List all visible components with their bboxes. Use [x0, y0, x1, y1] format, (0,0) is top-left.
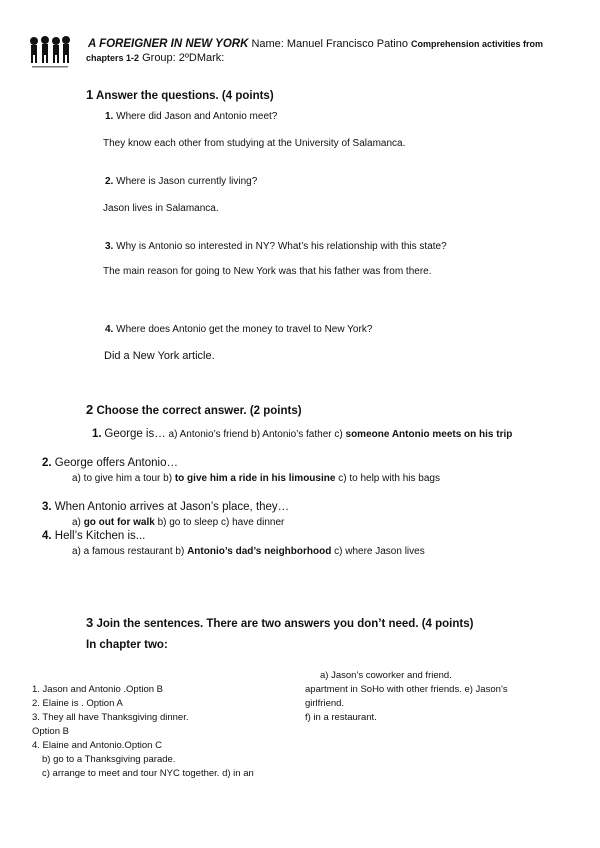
selected-answer: Antonio’s dad’s neighborhood: [187, 546, 332, 557]
choice-question-2-stem: 2. George offers Antonio…: [42, 457, 178, 469]
header-line-2: [86, 52, 224, 64]
answer-1: They know each other from studying at the University of Salamanca.: [103, 138, 406, 149]
match-left-line-2: 2. Elaine is . Option A: [32, 698, 123, 709]
choice-question-2-options: a) to give him a tour b) to give him a ride in his limousine c) to help with his bags: [72, 473, 440, 484]
section-1-heading: 1 Answer the questions. (4 points): [86, 87, 274, 102]
group-mark: Group: 2ºDMark:: [142, 52, 225, 64]
answer-4: Did a New York article.: [104, 350, 215, 362]
question-2: 2. Where is Jason currently living?: [105, 176, 258, 187]
choice-question-4-stem: 4. Hell’s Kitchen is...: [42, 530, 146, 542]
document-title: A FOREIGNER IN NEW YORK: [88, 38, 249, 50]
question-4: 4. Where does Antonio get the money to travel to New York?: [105, 324, 373, 335]
comprehension-label: Comprehension activities from: [411, 39, 544, 49]
choice-question-1: 1. George is… a) Antonio’s friend b) Antonio’s father c) someone Antonio meets on his trip: [92, 428, 513, 440]
choice-question-3-stem: 3. When Antonio arrives at Jason’s place, they…: [42, 501, 290, 513]
question-3: 3. Why is Antonio so interested in NY? What’s his relationship with this state?: [105, 241, 447, 252]
match-right-line-1: a) Jason’s coworker and friend.: [320, 670, 452, 681]
section-3-subtitle: In chapter two:: [86, 639, 168, 651]
selected-answer: go out for walk: [83, 517, 155, 528]
match-left-line-4: Option B: [32, 726, 69, 737]
match-right-line-4: f) in a restaurant.: [305, 712, 377, 723]
header-line-1: [88, 38, 543, 50]
match-right-line-3: girlfriend.: [305, 698, 345, 709]
question-1: 1. Where did Jason and Antonio meet?: [105, 111, 278, 122]
selected-answer: someone Antonio meets on his trip: [345, 429, 513, 440]
match-left-line-5: 4. Elaine and Antonio.Option C: [32, 740, 162, 751]
selected-answer: to give him a ride in his limousine: [174, 473, 336, 484]
section-3-heading: 3 Join the sentences. There are two answers you don’t need. (4 points): [86, 615, 474, 630]
match-right-line-2: apartment in SoHo with other friends. e) Jason’s: [305, 684, 508, 695]
answer-3: The main reason for going to New York was that his father was from there.: [103, 266, 432, 277]
school-logo-icon: [28, 36, 72, 70]
student-name: Name: Manuel Francisco Patino: [251, 38, 408, 50]
choice-question-3-options: a) go out for walk b) go to sleep c) have dinner: [72, 517, 285, 528]
section-2-heading: 2 Choose the correct answer. (2 points): [86, 402, 302, 417]
chapters-label: chapters 1-2: [86, 53, 140, 63]
match-left-line-1: 1. Jason and Antonio .Option B: [32, 684, 163, 695]
match-left-line-6: b) go to a Thanksgiving parade.: [42, 754, 176, 765]
match-left-line-7: c) arrange to meet and tour NYC together. d) in an: [42, 768, 254, 779]
match-left-line-3: 3. They all have Thanksgiving dinner.: [32, 712, 189, 723]
answer-2: Jason lives in Salamanca.: [103, 203, 219, 214]
choice-question-4-options: a) a famous restaurant b) Antonio’s dad’s neighborhood c) where Jason lives: [72, 546, 425, 557]
